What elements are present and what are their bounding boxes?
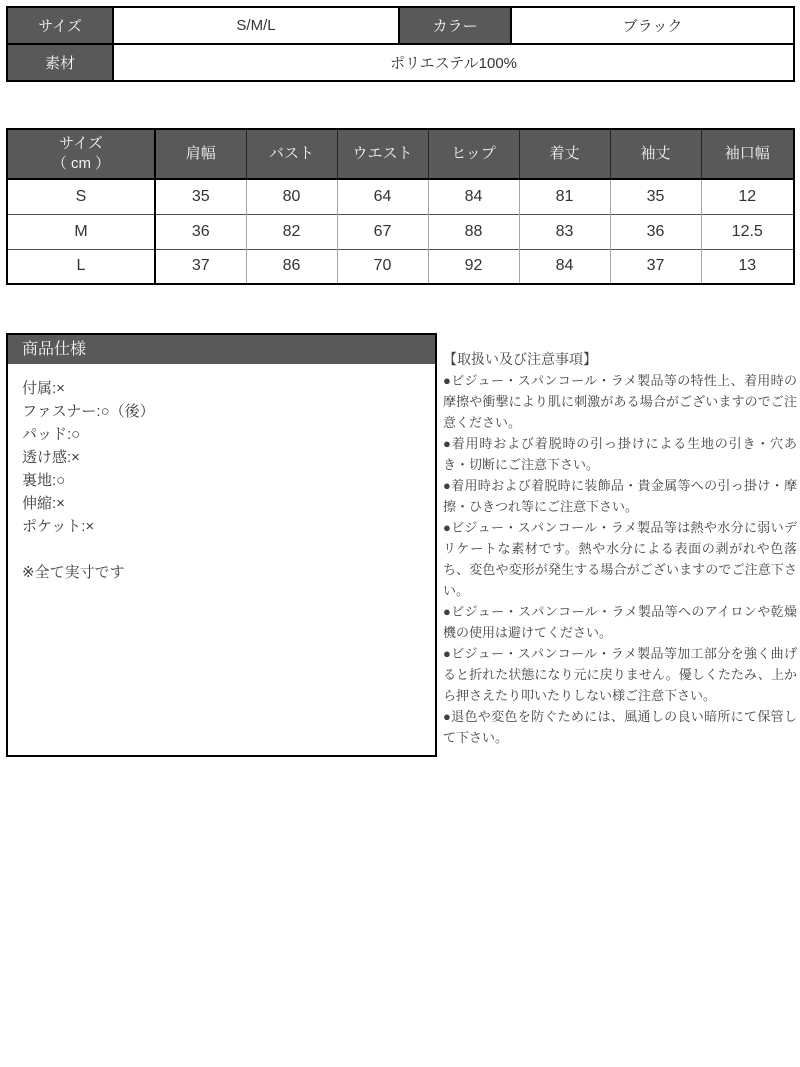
cell-m-shoulder: 36 (155, 214, 246, 249)
notices-title: 【取扱い及び注意事項】 (443, 351, 597, 367)
cell-l-bust: 86 (246, 249, 337, 284)
row-label-cell: S (7, 179, 155, 214)
spec-item-sheerness: 透け感:× (22, 449, 80, 466)
cell-m-hip: 88 (428, 214, 519, 249)
color-value-cell: ブラック (511, 7, 794, 44)
notice-item: ●退色や変色を防ぐためには、風通しの良い暗所にて保管して下さい。 (443, 709, 797, 745)
size-row-s (7, 179, 794, 214)
size-header-line2: （ cm ） (51, 155, 111, 172)
cell-s-length: 81 (519, 179, 610, 214)
cell-l-length: 84 (519, 249, 610, 284)
spec-item-stretch: 伸縮:× (22, 495, 65, 512)
cell-m-length: 83 (519, 214, 610, 249)
col-header-sleeve: 袖丈 (610, 129, 701, 179)
cell-s-hip: 84 (428, 179, 519, 214)
cell-l-cuff: 13 (701, 249, 794, 284)
info-row-size-color (7, 7, 794, 44)
row-label-cell: L (7, 249, 155, 284)
size-label-cell: サイズ (7, 7, 113, 44)
spec-item-fastener: ファスナー:○（後） (22, 403, 155, 420)
product-spec-box (6, 333, 437, 757)
spec-box-title: 商品仕様 (8, 335, 435, 364)
size-chart-header-row (7, 129, 794, 179)
spec-item-accessory: 付属:× (22, 380, 65, 397)
cell-m-sleeve: 36 (610, 214, 701, 249)
cell-s-waist: 64 (337, 179, 428, 214)
notice-item: ●ビジュー・スパンコール・ラメ製品等加工部分を強く曲げると折れた状態になり元に戻りません。優しくたたみ、上から押さえたり叩いたりしない様ご注意下さい。 (443, 646, 797, 703)
cell-l-hip: 92 (428, 249, 519, 284)
size-row-m (7, 214, 794, 249)
color-label-cell: カラー (399, 7, 511, 44)
cell-s-sleeve: 35 (610, 179, 701, 214)
notice-item: ●ビジュー・スパンコール・ラメ製品等へのアイロンや乾燥機の使用は避けてください。 (443, 604, 797, 640)
info-row-material (7, 44, 794, 81)
spec-box-content (8, 364, 435, 597)
cell-s-bust: 80 (246, 179, 337, 214)
cell-m-waist: 67 (337, 214, 428, 249)
col-header-hip: ヒップ (428, 129, 519, 179)
notice-item: ●ビジュー・スパンコール・ラメ製品等は熱や水分に弱いデリケートな素材です。熱や水分による表面の剥がれや色落ち、変色や変形が発生する場合がございますのでご注意下さい。 (443, 520, 797, 598)
cell-l-shoulder: 37 (155, 249, 246, 284)
size-chart-table (6, 128, 795, 285)
notice-item: ●着用時および着脱時に装飾品・貴金属等への引っ掛け・摩擦・ひきつれ等にご注意下さい。 (443, 478, 797, 514)
row-label-cell: M (7, 214, 155, 249)
col-header-waist: ウエスト (337, 129, 428, 179)
cell-s-cuff: 12 (701, 179, 794, 214)
cell-m-bust: 82 (246, 214, 337, 249)
notice-item: ●ビジュー・スパンコール・ラメ製品等の特性上、着用時の摩擦や衝撃により肌に刺激がある場合がございますのでご注意ください。 (443, 373, 797, 430)
size-header-line1: サイズ (59, 135, 103, 152)
col-header-bust: バスト (246, 129, 337, 179)
cell-l-waist: 70 (337, 249, 428, 284)
spec-item-pad: パッド:○ (22, 426, 81, 443)
cell-s-shoulder: 35 (155, 179, 246, 214)
col-header-length: 着丈 (519, 129, 610, 179)
spec-item-pocket: ポケット:× (22, 518, 95, 535)
notice-item: ●着用時および着脱時の引っ掛けによる生地の引き・穴あき・切断にご注意下さい。 (443, 436, 797, 472)
col-header-cuff: 袖口幅 (701, 129, 794, 179)
size-cm-header-cell (7, 129, 155, 179)
spec-measurement-note: ※全て実寸です (22, 564, 125, 581)
product-info-table (6, 6, 795, 82)
col-header-shoulder: 肩幅 (155, 129, 246, 179)
spec-item-lining: 裏地:○ (22, 472, 66, 489)
size-row-l (7, 249, 794, 284)
material-value-cell: ポリエステル100% (113, 44, 794, 81)
handling-notices (443, 349, 797, 748)
size-value-cell: S/M/L (113, 7, 399, 44)
cell-m-cuff: 12.5 (701, 214, 794, 249)
cell-l-sleeve: 37 (610, 249, 701, 284)
material-label-cell: 素材 (7, 44, 113, 81)
